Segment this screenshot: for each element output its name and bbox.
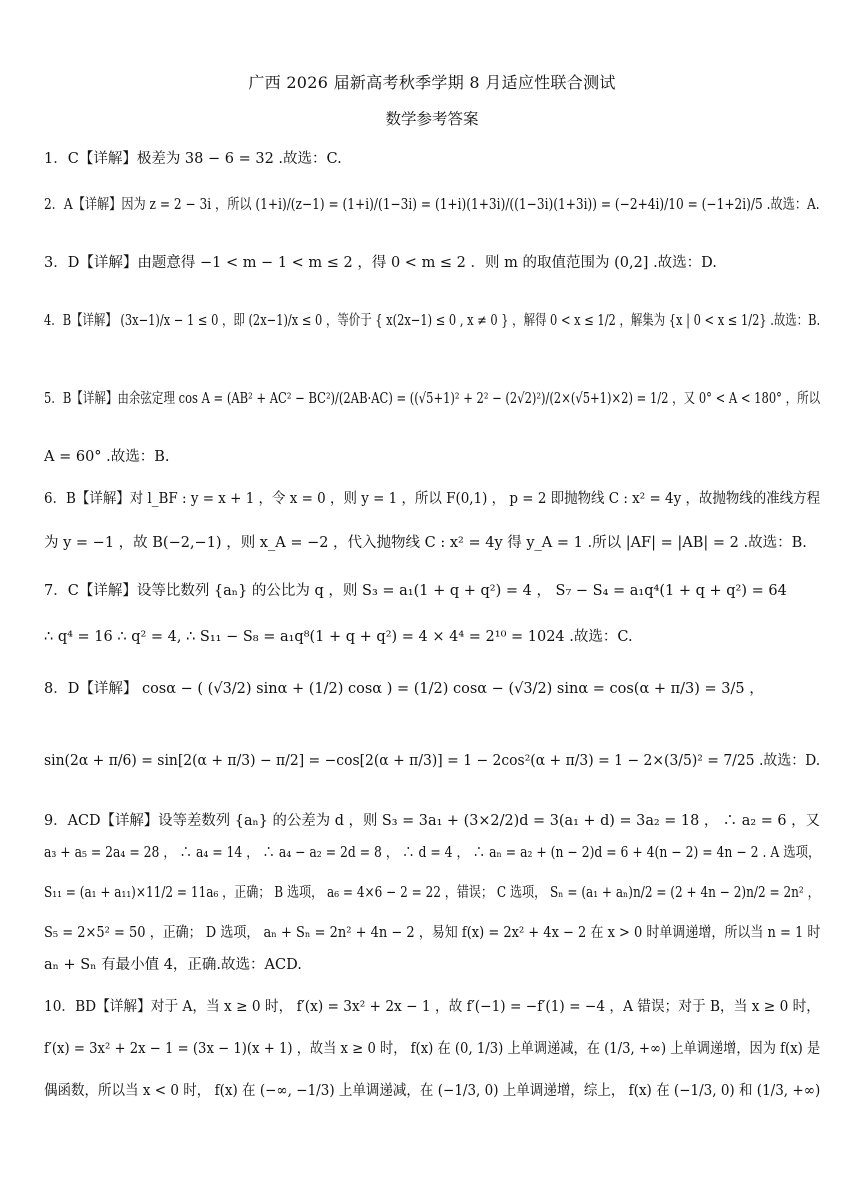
answer-8-line-2: sin(2α + π/6) = sin[2(α + π/3) − π/2] = −cos[2(α + π/3)] = 1 − 2cos²(α + π/3) = 1 − 2×(3/5)² = 7/25 .故选：D. xyxy=(44,753,821,769)
answer-9-line-4: S₅ = 2×5² = 50 ，正确； D 选项， aₙ + Sₙ = 2n² + 4n − 2 ，易知 f(x) = 2x² + 4x − 2 在 x > 0 时单调递增，所以当 n = 1 时 xyxy=(44,925,821,941)
answer-9-line-3: S₁₁ = (a₁ + a₁₁)×11/2 = 11a₆ ，正确； B 选项， a₆ = 4×6 − 2 = 22 ，错误； C 选项， Sₙ = (a₁ + aₙ)n/2 = (2 + 4n − 2)n/2 = 2n² ， xyxy=(44,885,820,901)
answer-7-line-1: 7．C【详解】设等比数列 {aₙ} 的公比为 q ，则 S₃ = a₁(1 + q + q²) = 4 ， S₇ − S₄ = a₁q⁴(1 + q + q²) = 64 xyxy=(44,583,787,599)
answer-7-line-2: ∴ q⁴ = 16 ∴ q² = 4, ∴ S₁₁ − S₈ = a₁q⁸(1 + q + q²) = 4 × 4⁴ = 2¹⁰ = 1024 .故选：C. xyxy=(44,629,633,645)
answer-1-line-1: 1．C【详解】极差为 38 − 6 = 32 .故选：C. xyxy=(44,151,342,167)
answer-3-line-1: 3．D【详解】由题意得 −1 < m − 1 < m ≤ 2 ，得 0 < m ≤ 2 ．则 m 的取值范围为 (0,2] .故选：D. xyxy=(44,255,717,271)
answer-10-line-1: 10．BD【详解】对于 A，当 x ≥ 0 时， f′(x) = 3x² + 2x − 1 ，故 f′(−1) = −f′(1) = −4 ，A 错误；对于 B，当 x ≥ 0 时， xyxy=(44,999,820,1015)
answer-9 xyxy=(44,809,820,977)
answer-9-line-2: a₃ + a₅ = 2a₄ = 28 ， ∴ a₄ = 14 ， ∴ a₄ − a₂ = 2d = 8 ， ∴ d = 4 ， ∴ aₙ = a₂ + (n − 2)d = 6 + 4(n − 2) = 4n − 2 . A 选项， xyxy=(44,845,821,861)
answer-2 xyxy=(44,193,820,217)
answer-3 xyxy=(44,251,820,275)
answer-10-line-3: 偶函数，所以当 x < 0 时， f(x) 在 (−∞, −1/3) 上单调递减，在 (−1/3, 0) 上单调递增，综上， f(x) 在 (−1/3, 0) 和 (1/3, +∞) xyxy=(44,1083,821,1099)
answer-2-line-1: 2．A【详解】因为 z = 2 − 3i ，所以 (1+i)/(z−1) = (1+i)/(1−3i) = (1+i)(1+3i)/((1−3i)(1+3i)) = (−2+4i)/10 = (−1+2i)/5 .故选：A. xyxy=(44,197,820,213)
answer-8-line-1: 8．D【详解】 cosα − ( (√3/2) sinα + (1/2) cosα ) = (1/2) cosα − (√3/2) sinα = cos(α + π/3) = 3/5 ， xyxy=(44,681,764,697)
answer-10 xyxy=(44,995,820,1103)
answer-5-line-1: 5．B【详解】由余弦定理 cos A = (AB² + AC² − BC²)/(2AB·AC) = ((√5+1)² + 2² − (2√2)²)/(2×(√5+1)×2) = 1/2 ，又 0° < A < 180° ，所以 xyxy=(44,391,821,407)
document-title: 广西 2026 届新高考秋季学期 8 月适应性联合测试 xyxy=(248,73,616,92)
answer-9-line-5: aₙ + Sₙ 有最小值 4，正确.故选：ACD. xyxy=(44,957,302,973)
answer-6-line-1: 6．B【详解】对 l_BF : y = x + 1 ，令 x = 0 ，则 y = 1 ，所以 F(0,1) ， p = 2 即抛物线 C : x² = 4y ，故抛物线的准线方程 xyxy=(44,491,821,507)
answer-10-line-2: f′(x) = 3x² + 2x − 1 = (3x − 1)(x + 1) ，故当 x ≥ 0 时， f(x) 在 (0, 1/3) 上单调递减，在 (1/3, +∞) 上单调递增，因为 f(x) 是 xyxy=(44,1041,821,1057)
answer-6 xyxy=(44,487,820,555)
answer-4-line-1: 4．B【详解】 (3x−1)/x − 1 ≤ 0 ，即 (2x−1)/x ≤ 0 ，等价于 { x(2x−1) ≤ 0 , x ≠ 0 } ，解得 0 < x ≤ 1/2 ，解集为 {x | 0 < x ≤ 1/2} .故选：B. xyxy=(44,313,821,329)
answer-5-line-2: A = 60° .故选：B. xyxy=(44,449,170,465)
answer-6-line-2: 为 y = −1 ，故 B(−2,−1) ，则 x_A = −2 ，代入抛物线 C : x² = 4y 得 y_A = 1 .所以 |AF| = |AB| = 2 .故选：B. xyxy=(44,535,807,551)
answer-4 xyxy=(44,309,820,333)
answer-8 xyxy=(44,677,820,773)
answer-1 xyxy=(44,147,820,171)
answer-9-line-1: 9．ACD【详解】设等差数列 {aₙ} 的公差为 d ，则 S₃ = 3a₁ + (3×2/2)d = 3(a₁ + d) = 3a₂ = 18 ， ∴ a₂ = 6 ，又 xyxy=(44,813,820,829)
answer-5 xyxy=(44,387,820,469)
answer-7 xyxy=(44,579,820,649)
document-subtitle: 数学参考答案 xyxy=(385,110,479,128)
